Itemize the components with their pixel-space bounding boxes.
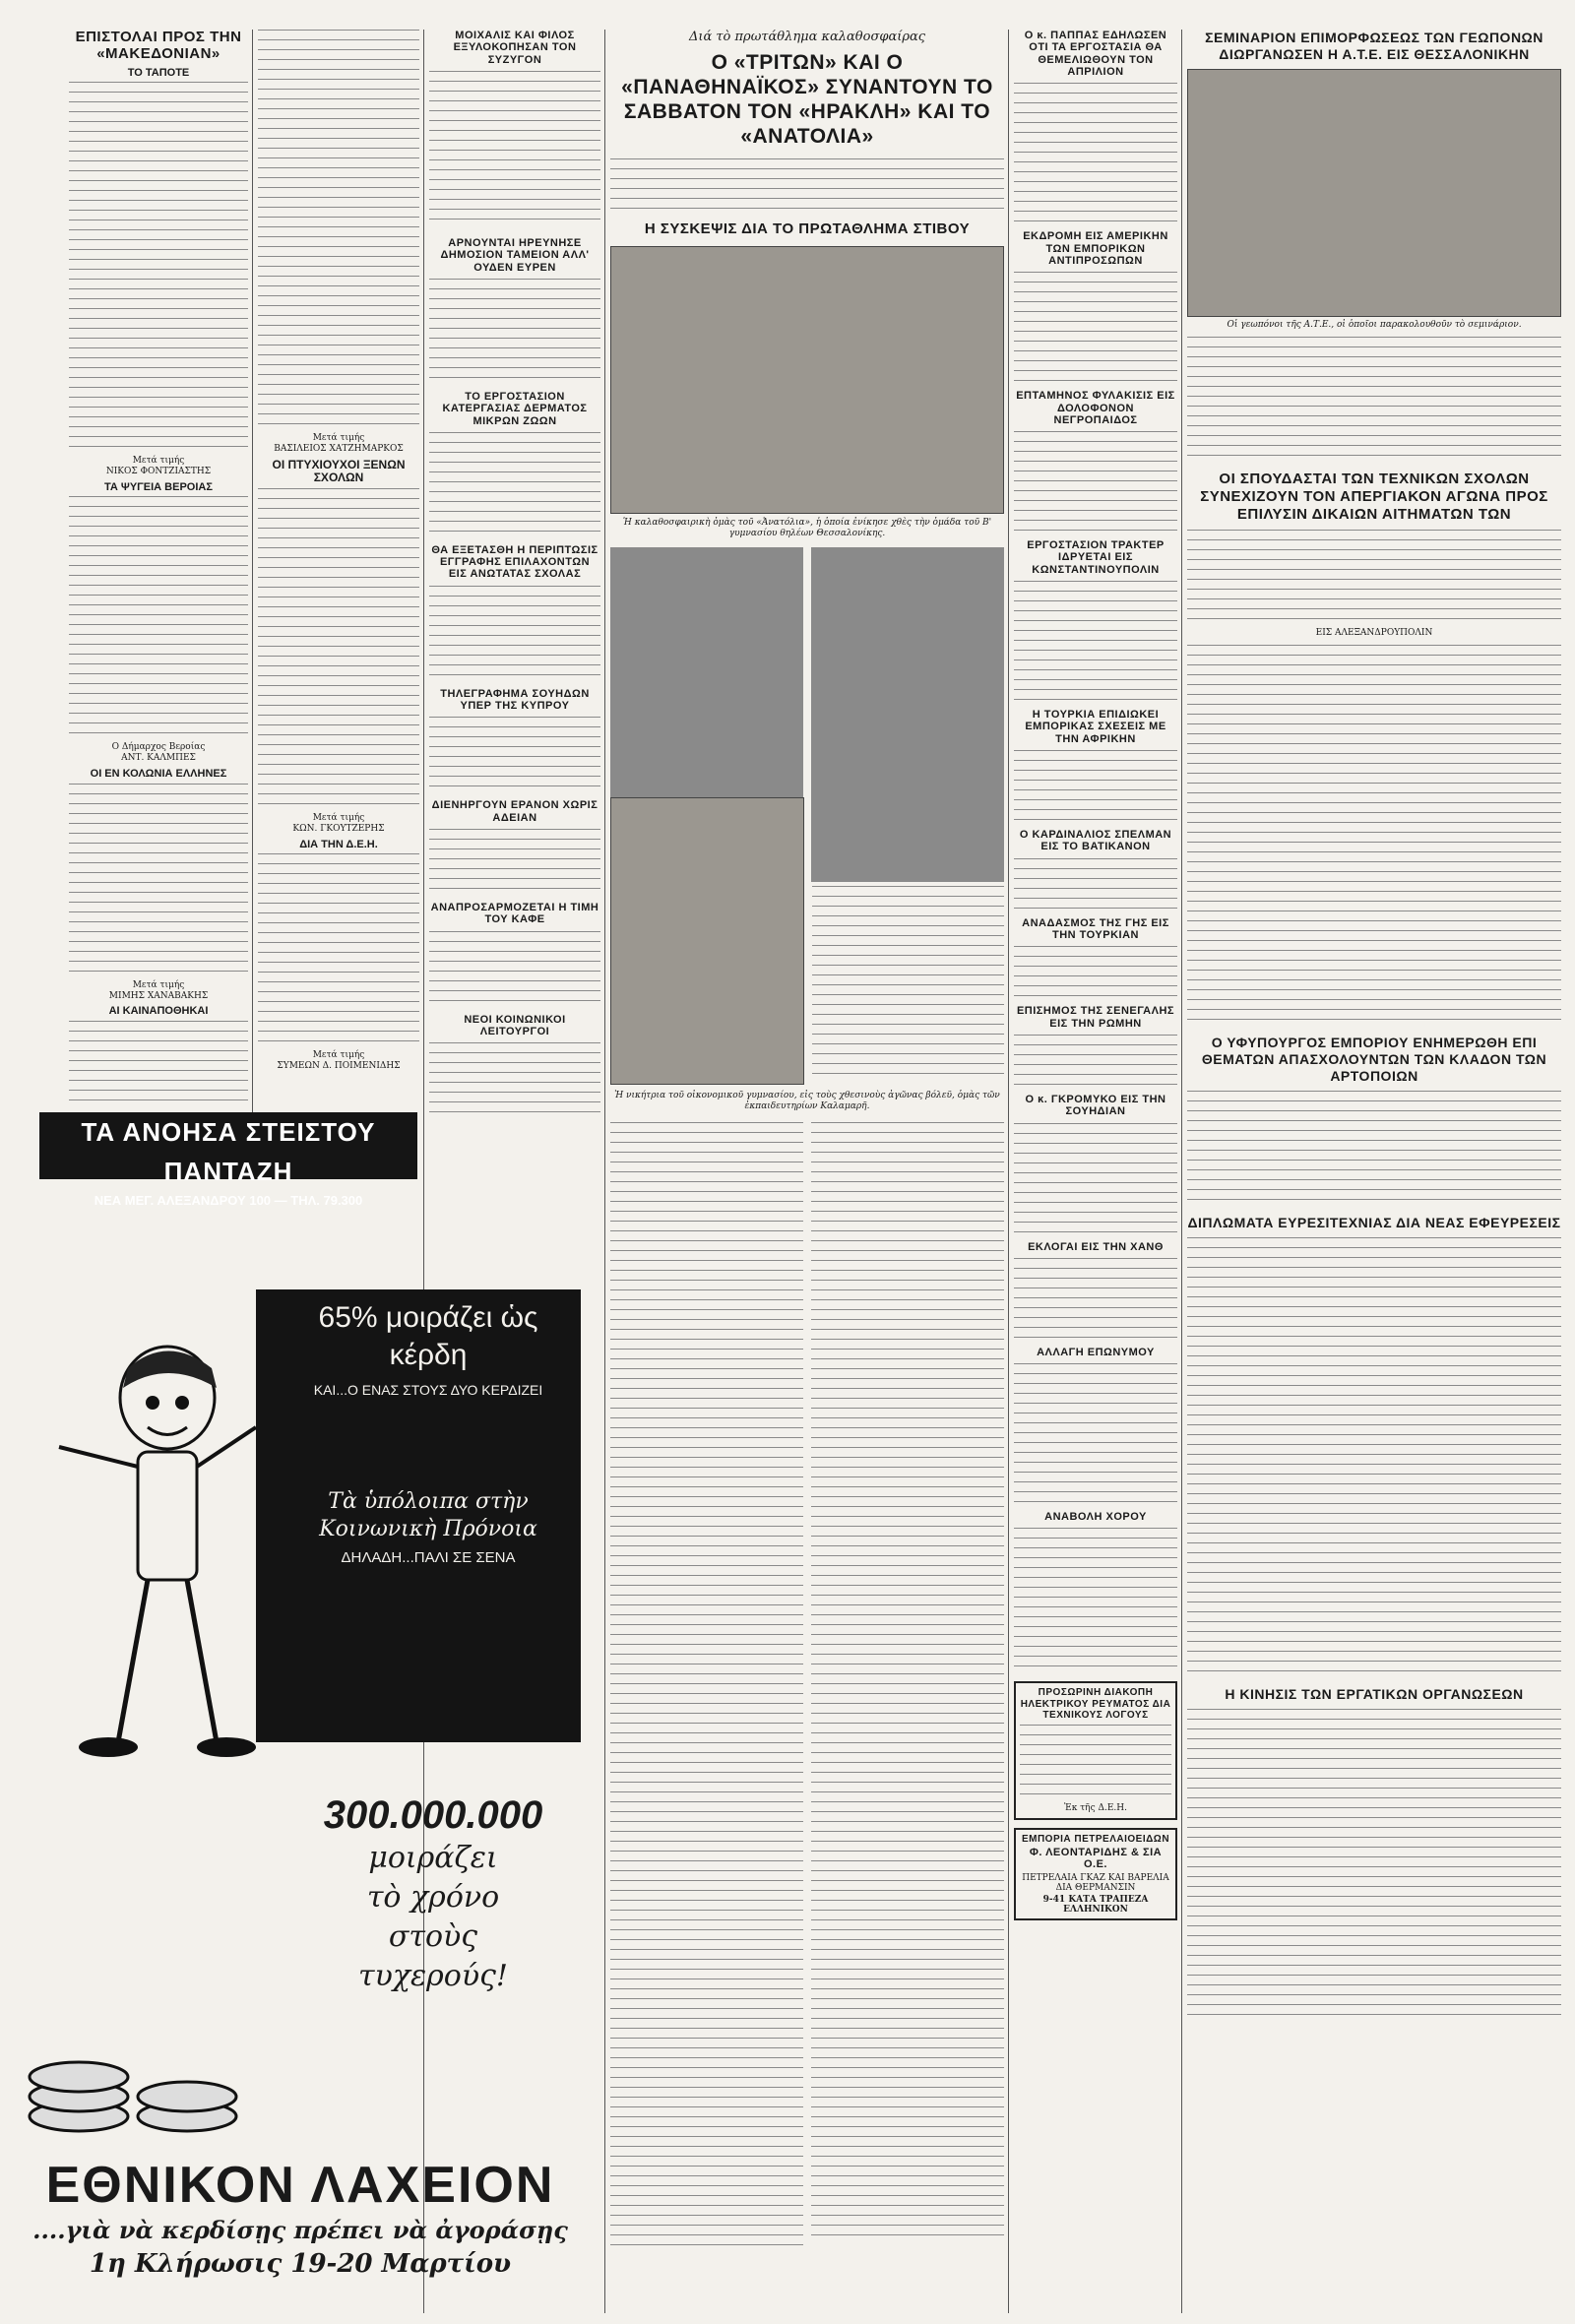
sports-section xyxy=(610,30,1004,2303)
article-text xyxy=(429,432,600,540)
signature: Μετά τιμής ΜΙΜΗΣ ΧΑΝΑΒΑΚΗΣ xyxy=(108,979,209,1001)
article-headline: ΝΕΟΙ ΚΟΙΝΩΝΙΚΟΙ ΛΕΙΤΟΥΡΓΟΙ xyxy=(464,1013,566,1037)
lottery-text: τυχερούς! xyxy=(358,1959,508,1993)
article-headline: ΘΑ ΕΞΕΤΑΣΘΗ Η ΠΕΡΙΠΤΩΣΙΣ ΕΓΓΡΑΦΗΣ ΕΠΙΛΑΧΟΝΤΩΝ ΕΙΣ ΑΝΩΤΑΤΑΣ ΣΧΟΛΑΣ xyxy=(431,543,598,581)
letters-column-2 xyxy=(258,30,419,1142)
article-headline: ΕΠΤΑΜΗΝΟΣ ΦΥΛΑΚΙΣΙΣ ΕΙΣ ΔΟΛΟΦΟΝΟΝ ΝΕΓΡΟΠΑΙΔΟΣ xyxy=(1016,390,1175,426)
article-text xyxy=(1014,750,1177,829)
article-text xyxy=(69,82,248,456)
article-headline: Ο κ. ΓΚΡΟΜΥΚΟ ΕΙΣ ΤΗΝ ΣΟΥΗΔΙΑΝ xyxy=(1025,1093,1166,1118)
article-headline: Η ΤΟΥΡΚΙΑ ΕΠΙΔΙΩΚΕΙ ΕΜΠΟΡΙΚΑΣ ΣΧΕΣΕΙΣ ΜΕ ΤΗΝ ΑΦΡΙΚΗΝ xyxy=(1025,709,1166,745)
article-text xyxy=(429,717,600,795)
article-headline: ΤΟ ΕΡΓΟΣΤΑΣΙΟΝ ΚΑΤΕΡΓΑΣΙΑΣ ΔΕΡΜΑΤΟΣ ΜΙΚΡΩΝ ΖΩΩΝ xyxy=(442,390,588,427)
letters-subheading: ΟΙ ΕΝ ΚΟΛΩΝΙΑ ΕΛΛΗΝΕΣ xyxy=(90,768,227,781)
letters-subheading: ΤΟ ΤΑΠΟΤΕ xyxy=(127,66,190,79)
lottery-welfare: Τὰ ὑπόλοιπα στὴν Κοινωνικὴ Πρόνοια xyxy=(319,1489,537,1541)
lottery-slogan: ....γιὰ νὰ κερδίσῃς πρέπει νὰ ἀγοράσῃς xyxy=(32,2216,568,2244)
lottery-headline: 65% μοιράζει ὡς κέρδη xyxy=(318,1301,538,1371)
petroleum-ad-title: ΕΜΠΟΡΙΑ ΠΕΤΡΕΛΑΙΟΕΙΔΩΝ xyxy=(1021,1833,1170,1845)
petroleum-ad-address: 9-41 ΚΑΤΑ ΤΡΑΠΕΖΑ ΕΛΛΗΝΙΚΟΝ xyxy=(1042,1894,1149,1915)
signature: Μετά τιμής ΣΥΜΕΩΝ Δ. ΠΟΙΜΕΝΙΔΗΣ xyxy=(277,1050,401,1072)
tailor-ad-address: ΝΕΑ ΜΕΓ. ΑΛΕΞΑΝΔΡΟΥ 100 — ΤΗΛ. 79.300 xyxy=(94,1193,363,1208)
lottery-brand: ΕΘΝΙΚΟΝ ΛΑΧΕΙΟΝ xyxy=(45,2157,555,2214)
article-headline: Ο ΚΑΡΔΙΝΑΛΙΟΣ ΣΠΕΛΜΑΝ ΕΙΣ ΤΟ ΒΑΤΙΚΑΝΟΝ xyxy=(1019,829,1172,853)
letters-title: ΕΠΙΣΤΟΛΑΙ ΠΡΟΣ ΤΗΝ «ΜΑΚΕΔΟΝΙΑΝ» xyxy=(75,29,242,62)
lottery-text: στοὺς xyxy=(388,1919,478,1954)
article-text xyxy=(69,784,248,980)
article-text xyxy=(1014,1035,1177,1094)
article-text xyxy=(429,71,600,233)
lottery-draw-date: 1η Κλήρωσις 19-20 Μαρτίου xyxy=(89,2249,512,2279)
article-text xyxy=(1014,858,1177,917)
letters-subheading: ΑΙ ΚΑΙΝΑΠΟΘΗΚΑΙ xyxy=(108,1005,209,1018)
labor-headline: Η ΚΙΝΗΣΙΣ ΤΩΝ ΕΡΓΑΤΙΚΩΝ ΟΡΓΑΝΩΣΕΩΝ xyxy=(1225,1685,1524,1702)
article-text xyxy=(258,30,419,433)
article-headline: ΑΝΑΒΟΛΗ ΧΟΡΟΥ xyxy=(1044,1511,1147,1524)
signature: Ο Δήμαρχος Βεροίας ΑΝΤ. ΚΑΛΜΠΕΣ xyxy=(111,742,206,764)
article-headline: ΜΟΙΧΑΛΙΣ ΚΑΙ ΦΙΛΟΣ ΕΞΥΛΟΚΟΠΗΣΑΝ ΤΟΝ ΣΥΖΥΓΟΝ xyxy=(453,30,577,66)
students-headline: ΟΙ ΣΠΟΥΔΑΣΤΑΙ ΤΩΝ ΤΕΧΝΙΚΩΝ ΣΧΟΛΩΝ ΣΥΝΕΧΙΖΟΥΝ ΤΟΝ ΑΠΕΡΓΙΑΚΟΝ ΑΓΩΝΑ ΠΡΟΣ ΕΠΙΛΥΣΙΝ ΔΙΚΑΙΩΝ ΑΙΤΗΜΑΤΩΝ ΤΩΝ xyxy=(1200,471,1548,523)
article-headline: ΑΝΑΔΑΣΜΟΣ ΤΗΣ ΓΗΣ ΕΙΣ ΤΗΝ ΤΟΥΡΚΙΑΝ xyxy=(1022,916,1169,941)
petroleum-ad-line: ΠΕΤΡΕΛΑΙΑ ΓΚΑΖ ΚΑΙ ΒΑΡΕΛΙΑ ΔΙΑ ΘΕΡΜΑΝΣΙΝ xyxy=(1022,1872,1169,1893)
signature: Μετά τιμής ΝΙΚΟΣ ΦΟΝΤΖΙΑΣΤΗΣ xyxy=(105,456,212,477)
article-subheading: ΟΙ ΠΤΥΧΙΟΥΧΟΙ ΞΕΝΩΝ ΣΧΟΛΩΝ xyxy=(272,457,406,485)
petroleum-ad xyxy=(1014,1828,1177,1920)
article-text xyxy=(1187,530,1561,628)
article-dateline: ΕΙΣ ΑΛΕΞΑΝΔΡΟΥΠΟΛΙΝ xyxy=(1315,628,1433,638)
lottery-text: τὸ χρόνο xyxy=(366,1880,500,1915)
article-text xyxy=(1014,946,1177,1005)
letters-subheading: ΤΑ ΨΥΓΕΙΑ ΒΕΡΟΙΑΣ xyxy=(104,480,213,493)
article-text xyxy=(1187,1709,1561,2024)
article-text xyxy=(812,797,1004,1083)
article-headline: ΕΚΔΡΟΜΗ ΕΙΣ ΑΜΕΡΙΚΗΝ ΤΩΝ ΕΜΠΟΡΙΚΩΝ ΑΝΤΙΠΡΟΣΩΠΩΝ xyxy=(1023,230,1168,267)
article-text xyxy=(1014,581,1177,709)
news-column-6 xyxy=(1014,30,1177,2303)
article-headline: ΕΡΓΟΣΤΑΣΙΟΝ ΤΡΑΚΤΕΡ ΙΔΡΥΕΤΑΙ ΕΙΣ ΚΩΝΣΤΑΝΤΙΝΟΥΠΟΛΙΝ xyxy=(1027,539,1165,576)
sports-subheadline: Η ΣΥΣΚΕΨΙΣ ΔΙΑ ΤΟ ΠΡΩΤΑΘΛΗΜΑ ΣΤΙΒΟΥ xyxy=(644,220,971,237)
lottery-text: μοιράζει xyxy=(368,1841,498,1875)
patents-headline: ΔΙΠΛΩΜΑΤΑ ΕΥΡΕΣΙΤΕΧΝΙΑΣ ΔΙΑ ΝΕΑΣ ΕΦΕΥΡΕΣΕΙΣ xyxy=(1187,1214,1561,1230)
article-text xyxy=(69,1021,248,1109)
notice-signature: Ἐκ τῆς Δ.Ε.Η. xyxy=(1064,1803,1127,1813)
article-text xyxy=(429,1042,600,1121)
signature: Μετά τιμής ΚΩΝ. ΓΚΟΥΤΖΕΡΗΣ xyxy=(292,813,385,834)
sports-results-columns xyxy=(610,1122,1004,2293)
article-subheading: ΔΙΑ ΤΗΝ Δ.Ε.Η. xyxy=(299,838,378,850)
sports-headline: Ο «ΤΡΙΤΩΝ» ΚΑΙ Ο «ΠΑΝΑΘΗΝΑΪΚΟΣ» ΣΥΝΑΝΤΟΥΝ ΤΟ ΣΑΒΒΑΤΟΝ ΤΟΝ «ΗΡΑΚΛΗ» ΚΑΙ ΤΟ «ΑΝΑΤΟΛΙΑ» xyxy=(621,51,993,148)
lottery-amount-block xyxy=(276,1791,591,1996)
article-text xyxy=(1014,1123,1177,1241)
right-section xyxy=(1187,30,1561,2303)
lottery-amount: 300.000.000 xyxy=(323,1793,543,1837)
signature: Μετά τιμής ΒΑΣΙΛΕΙΟΣ ΧΑΤΖΗΜΑΡΚΟΣ xyxy=(274,433,404,454)
lottery-welfare-sub: ΔΗΛΑΔΗ...ΠΑΛΙ ΣΕ ΣΕΝΑ xyxy=(341,1549,516,1566)
article-text xyxy=(1014,431,1177,539)
photo-caption: Ἡ καλαθοσφαιρικὴ ὁμὰς τοῦ «Ἀνατόλια», ἡ ὁποία ἐνίκησε χθὲς τὴν ὁμάδα τοῦ Β' γυμνασίου θηλέων Θεσσαλονίκης. xyxy=(622,517,992,538)
lottery-ad xyxy=(0,1181,600,2313)
sports-kicker: Διά τὸ πρωτάθλημα καλαθοσφαίρας xyxy=(688,30,926,44)
lottery-subline: ΚΑΙ...Ο ΕΝΑΣ ΣΤΟΥΣ ΔΥΟ ΚΕΡΔΙΖΕΙ xyxy=(313,1382,543,1398)
article-text xyxy=(1187,1091,1561,1209)
power-cut-notice xyxy=(1014,1681,1177,1819)
article-text xyxy=(1014,1528,1177,1675)
article-text xyxy=(429,279,600,387)
article-text xyxy=(429,829,600,898)
lottery-footer xyxy=(10,2156,591,2282)
tailor-ad xyxy=(39,1112,417,1208)
article-text xyxy=(258,853,419,1050)
photo-caption: Οἱ γεωπόνοι τῆς Α.Τ.Ε., οἱ ὁποῖοι παρακολουθοῦν τὸ σεμινάριον. xyxy=(1227,320,1522,330)
cartoon-man-icon xyxy=(20,1329,256,1772)
article-headline: Ο κ. ΠΑΠΠΑΣ ΕΔΗΛΩΣΕΝ ΟΤΙ ΤΑ ΕΡΓΟΣΤΑΣΙΑ ΘΑ ΘΕΜΕΛΙΩΘΟΥΝ ΤΟΝ ΑΠΡΙΛΙΟΝ xyxy=(1024,30,1167,78)
article-headline: ΔΙΕΝΗΡΓΟΥΝ ΕΡΑΝΟΝ ΧΩΡΙΣ ΑΔΕΙΑΝ xyxy=(431,799,598,824)
article-text xyxy=(1187,337,1561,465)
seminar-photo xyxy=(1187,69,1561,317)
article-text xyxy=(1014,1363,1177,1511)
article-headline: ΤΗΛΕΓΡΑΦΗΜΑ ΣΟΥΗΔΩΝ ΥΠΕΡ ΤΗΣ ΚΥΠΡΟΥ xyxy=(440,687,590,713)
article-text xyxy=(1020,1725,1171,1803)
article-text xyxy=(69,496,248,742)
basketball-team-photo xyxy=(610,246,1004,514)
article-text xyxy=(1014,1258,1177,1347)
article-headline: ΑΝΑΠΡΟΣΑΡΜΟΖΕΤΑΙ Η ΤΙΜΗ ΤΟΥ ΚΑΦΕ xyxy=(430,902,599,926)
ministry-headline: Ο ΥΦΥΠΟΥΡΓΟΣ ΕΜΠΟΡΙΟΥ ΕΝΗΜΕΡΩΘΗ ΕΠΙ ΘΕΜΑΤΩΝ ΑΠΑΣΧΟΛΟΥΝΤΩΝ ΤΩΝ ΚΛΑΔΟΝ ΤΩΝ ΑΡΤΟΠΟΙΩΝ xyxy=(1201,1034,1547,1084)
column-rule xyxy=(252,30,253,1112)
article-text xyxy=(1187,1237,1561,1680)
article-text xyxy=(429,586,600,684)
article-text xyxy=(610,158,1004,218)
tailor-ad-name: ΤΑ ΑΝΟΗΣΑ ΣΤΕΙΣΤΟΥ ΠΑΝΤΑΖΗ xyxy=(81,1117,376,1186)
column-rule xyxy=(1008,30,1009,2313)
petroleum-ad-company: Φ. ΛΕΟΝΤΑΡΙΔΗΣ & ΣΙΑ Ο.Ε. xyxy=(1029,1846,1163,1871)
article-headline: ΑΛΛΑΓΗ ΕΠΩΝΥΜΟΥ xyxy=(1037,1346,1155,1358)
letters-column xyxy=(69,30,248,1142)
seminar-headline: ΣΕΜΙΝΑΡΙΟΝ ΕΠΙΜΟΡΦΩΣΕΩΣ ΤΩΝ ΓΕΩΠΟΝΩΝ ΔΙΩΡΓΑΝΩΣΕΝ Η Α.Τ.Ε. ΕΙΣ ΘΕΣΣΑΛΟΝΙΚΗΝ xyxy=(1205,30,1544,62)
article-text xyxy=(1187,645,1561,1029)
article-text xyxy=(1014,272,1177,390)
article-headline: ΕΚΛΟΓΑΙ ΕΙΣ ΤΗΝ ΧΑΝΘ xyxy=(1028,1240,1164,1253)
notice-title: ΠΡΟΣΩΡΙΝΗ ΔΙΑΚΟΠΗ ΗΛΕΚΤΡΙΚΟΥ ΡΕΥΜΑΤΟΣ ΔΙΑ ΤΕΧΝΙΚΟΥΣ ΛΟΓΟΥΣ xyxy=(1020,1687,1171,1721)
news-column-3 xyxy=(429,30,600,1073)
article-headline: ΕΠΙΣΗΜΟΣ ΤΗΣ ΣΕΝΕΓΑΛΗΣ ΕΙΣ ΤΗΝ ΡΩΜΗΝ xyxy=(1016,1005,1175,1030)
coins-icon xyxy=(20,1998,256,2146)
column-rule xyxy=(1181,30,1182,2313)
article-text xyxy=(429,931,600,1010)
article-headline: ΑΡΝΟΥΝΤΑΙ ΗΡΕΥΝΗΣΕ ΔΗΜΟΣΙΟΝ ΤΑΜΕΙΟΝ ΑΛΛ' ΟΥΔΕΝ ΕΥΡΕΝ xyxy=(440,236,590,274)
article-text xyxy=(258,488,419,813)
lottery-panel-text xyxy=(285,1299,571,1569)
column-rule xyxy=(604,30,605,2313)
article-text xyxy=(1014,83,1177,230)
photo-caption: Ἡ νικήτρια τοῦ οἰκονομικοῦ γυμνασίου, εἰς τοὺς χθεσινοὺς ἀγῶνας βόλεϋ, ὁμὰς τῶν ἐκπαιδευτηρίων Καλαμαρῆ. xyxy=(614,1091,1000,1111)
volleyball-team-photo xyxy=(610,797,804,1085)
